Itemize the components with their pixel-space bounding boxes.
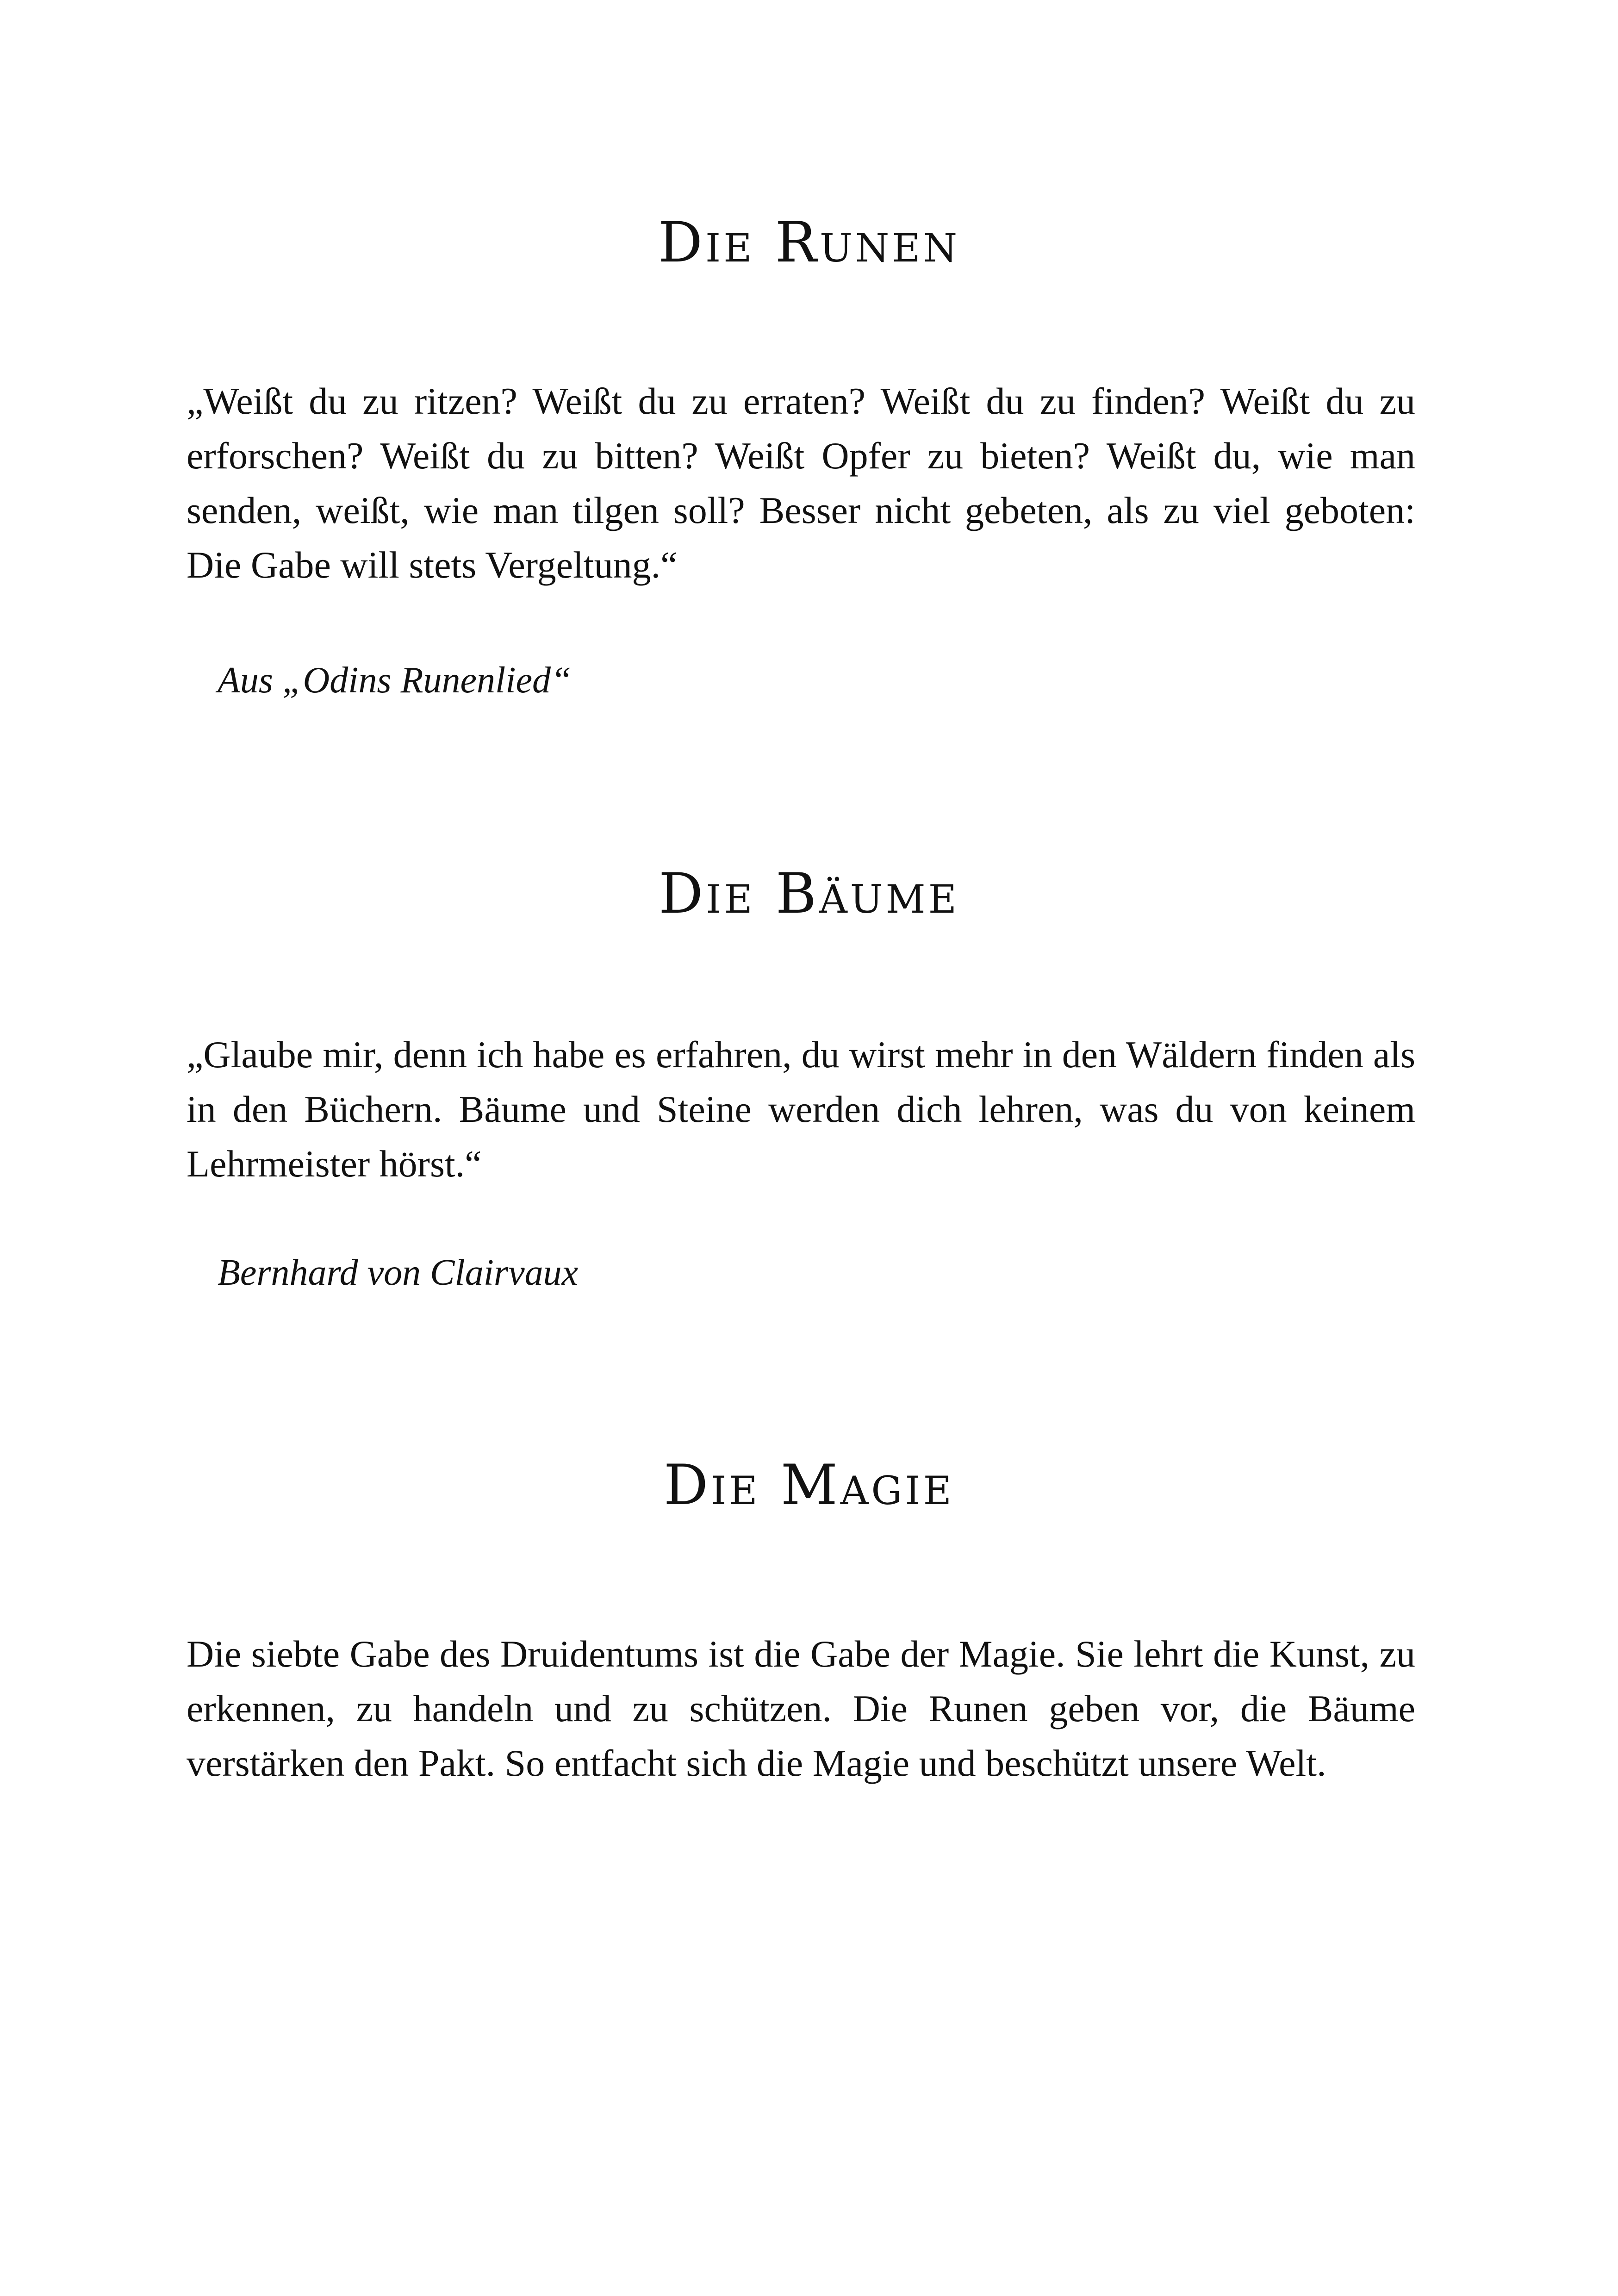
section-heading-magie: Die Magie: [664, 1453, 954, 1518]
attribution-baeume: Bernhard von Clairvaux: [218, 1252, 579, 1293]
section-heading-runen: Die Runen: [658, 211, 960, 275]
quote-baeume: „Glaube mir, denn ich habe es erfahren, du wirst mehr in den Wäldern finden als in den Büchern. Bäume und Steine werden dich lehren, was du von keinem Lehrmeister hörst.“: [187, 1033, 1415, 1185]
quote-runen: „Weißt du zu ritzen? Weißt du zu erraten? Weißt du zu finden? Weißt du zu erforschen? Weißt du zu bitten? Weißt Opfer zu bieten? Weißt du, wie man senden, weißt, wie man tilgen soll? Besser nicht gebeten, als zu viel geboten: Die Gabe will stets Vergeltung.“: [187, 380, 1415, 586]
section-heading-baeume: Die Bäume: [659, 862, 959, 926]
attribution-runen: Aus „Odins Runenlied“: [218, 660, 572, 701]
paragraph-magie: Die siebte Gabe des Druidentums ist die Gabe der Magie. Sie lehrt die Kunst, zu erkennen, zu handeln und zu schützen. Die Runen geben vor, die Bäume verstärken den Pakt. So entfacht sich die Magie und beschützt unsere Welt.: [187, 1633, 1415, 1784]
